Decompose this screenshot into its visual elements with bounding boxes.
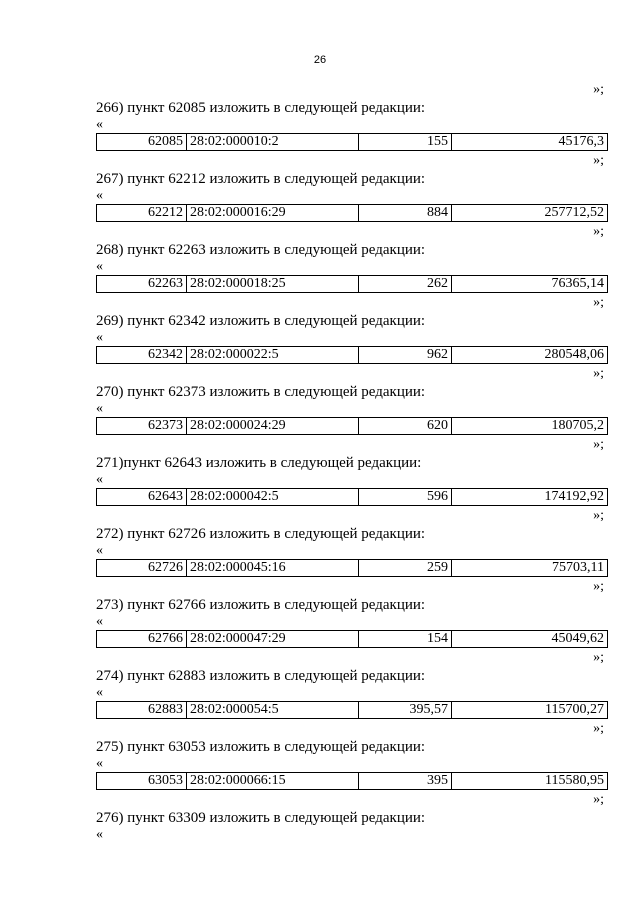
closing-quote: »; bbox=[593, 579, 604, 594]
amendment-table bbox=[96, 346, 608, 364]
amendment-heading: 275) пункт 63053 изложить в следующей редакции: bbox=[96, 739, 426, 755]
area-cell: 395 bbox=[359, 773, 452, 790]
amendment-table bbox=[96, 204, 608, 222]
amendment-table bbox=[96, 701, 608, 719]
value-cell: 45176,3 bbox=[452, 134, 608, 151]
area-cell: 884 bbox=[359, 205, 452, 222]
closing-quote: »; bbox=[593, 82, 604, 97]
cadastral-number-cell: 28:02:000024:29 bbox=[187, 418, 359, 435]
closing-quote: »; bbox=[593, 721, 604, 736]
table-row bbox=[97, 347, 608, 364]
amendment-table bbox=[96, 275, 608, 293]
cadastral-number-cell: 28:02:000054:5 bbox=[187, 702, 359, 719]
opening-quote: « bbox=[96, 685, 103, 700]
amendment-entry bbox=[96, 223, 608, 293]
area-cell: 155 bbox=[359, 134, 452, 151]
cadastral-number-cell: 28:02:000016:29 bbox=[187, 205, 359, 222]
amendment-entry bbox=[96, 152, 608, 222]
document-body bbox=[96, 81, 608, 843]
value-cell: 76365,14 bbox=[452, 276, 608, 293]
value-cell: 280548,06 bbox=[452, 347, 608, 364]
area-cell: 259 bbox=[359, 560, 452, 577]
cadastral-number-cell: 28:02:000047:29 bbox=[187, 631, 359, 648]
point-number-cell: 62726 bbox=[97, 560, 187, 577]
table-row bbox=[97, 276, 608, 293]
cadastral-number-cell: 28:02:000045:16 bbox=[187, 560, 359, 577]
opening-quote: « bbox=[96, 827, 103, 842]
cadastral-number-cell: 28:02:000066:15 bbox=[187, 773, 359, 790]
amendment-heading: 271)пункт 62643 изложить в следующей редакции: bbox=[96, 455, 422, 471]
table-row bbox=[97, 560, 608, 577]
point-number-cell: 62373 bbox=[97, 418, 187, 435]
table-row bbox=[97, 631, 608, 648]
closing-quote: »; bbox=[593, 295, 604, 310]
amendment-entry bbox=[96, 507, 608, 577]
amendment-entry bbox=[96, 578, 608, 648]
area-cell: 596 bbox=[359, 489, 452, 506]
page-number: 26 bbox=[313, 54, 327, 66]
value-cell: 45049,62 bbox=[452, 631, 608, 648]
closing-quote: »; bbox=[593, 224, 604, 239]
opening-quote: « bbox=[96, 259, 103, 274]
opening-quote: « bbox=[96, 401, 103, 416]
point-number-cell: 62766 bbox=[97, 631, 187, 648]
amendment-entry bbox=[96, 294, 608, 364]
point-number-cell: 62342 bbox=[97, 347, 187, 364]
opening-quote: « bbox=[96, 472, 103, 487]
closing-quote: »; bbox=[593, 437, 604, 452]
opening-quote: « bbox=[96, 188, 103, 203]
amendment-entry bbox=[96, 81, 608, 151]
closing-quote: »; bbox=[593, 792, 604, 807]
point-number-cell: 62085 bbox=[97, 134, 187, 151]
amendment-entry-partial bbox=[96, 791, 608, 843]
amendment-table bbox=[96, 417, 608, 435]
table-row bbox=[97, 134, 608, 151]
area-cell: 262 bbox=[359, 276, 452, 293]
amendment-entry bbox=[96, 720, 608, 790]
area-cell: 962 bbox=[359, 347, 452, 364]
table-row bbox=[97, 489, 608, 506]
amendment-entry bbox=[96, 436, 608, 506]
value-cell: 257712,52 bbox=[452, 205, 608, 222]
point-number-cell: 62263 bbox=[97, 276, 187, 293]
opening-quote: « bbox=[96, 117, 103, 132]
amendment-table bbox=[96, 133, 608, 151]
table-row bbox=[97, 773, 608, 790]
point-number-cell: 62643 bbox=[97, 489, 187, 506]
point-number-cell: 63053 bbox=[97, 773, 187, 790]
closing-quote: »; bbox=[593, 366, 604, 381]
opening-quote: « bbox=[96, 543, 103, 558]
cadastral-number-cell: 28:02:000010:2 bbox=[187, 134, 359, 151]
point-number-cell: 62212 bbox=[97, 205, 187, 222]
amendment-heading: 276) пункт 63309 изложить в следующей редакции: bbox=[96, 810, 426, 826]
area-cell: 620 bbox=[359, 418, 452, 435]
opening-quote: « bbox=[96, 330, 103, 345]
cadastral-number-cell: 28:02:000042:5 bbox=[187, 489, 359, 506]
table-row bbox=[97, 702, 608, 719]
closing-quote: »; bbox=[593, 153, 604, 168]
area-cell: 395,57 bbox=[359, 702, 452, 719]
value-cell: 75703,11 bbox=[452, 560, 608, 577]
amendment-heading: 267) пункт 62212 изложить в следующей редакции: bbox=[96, 171, 426, 187]
amendment-heading: 274) пункт 62883 изложить в следующей редакции: bbox=[96, 668, 426, 684]
opening-quote: « bbox=[96, 614, 103, 629]
amendment-heading: 273) пункт 62766 изложить в следующей редакции: bbox=[96, 597, 426, 613]
value-cell: 115580,95 bbox=[452, 773, 608, 790]
amendment-entry bbox=[96, 365, 608, 435]
cadastral-number-cell: 28:02:000022:5 bbox=[187, 347, 359, 364]
amendment-heading: 269) пункт 62342 изложить в следующей редакции: bbox=[96, 313, 426, 329]
opening-quote: « bbox=[96, 756, 103, 771]
amendment-heading: 268) пункт 62263 изложить в следующей редакции: bbox=[96, 242, 426, 258]
table-row bbox=[97, 418, 608, 435]
closing-quote: »; bbox=[593, 508, 604, 523]
value-cell: 115700,27 bbox=[452, 702, 608, 719]
amendment-heading: 270) пункт 62373 изложить в следующей редакции: bbox=[96, 384, 426, 400]
area-cell: 154 bbox=[359, 631, 452, 648]
point-number-cell: 62883 bbox=[97, 702, 187, 719]
amendment-table bbox=[96, 488, 608, 506]
amendment-table bbox=[96, 559, 608, 577]
value-cell: 180705,2 bbox=[452, 418, 608, 435]
value-cell: 174192,92 bbox=[452, 489, 608, 506]
cadastral-number-cell: 28:02:000018:25 bbox=[187, 276, 359, 293]
table-row bbox=[97, 205, 608, 222]
amendment-entry bbox=[96, 649, 608, 719]
amendment-heading: 272) пункт 62726 изложить в следующей редакции: bbox=[96, 526, 426, 542]
amendment-table bbox=[96, 630, 608, 648]
closing-quote: »; bbox=[593, 650, 604, 665]
amendment-table bbox=[96, 772, 608, 790]
amendment-heading: 266) пункт 62085 изложить в следующей редакции: bbox=[96, 100, 426, 116]
